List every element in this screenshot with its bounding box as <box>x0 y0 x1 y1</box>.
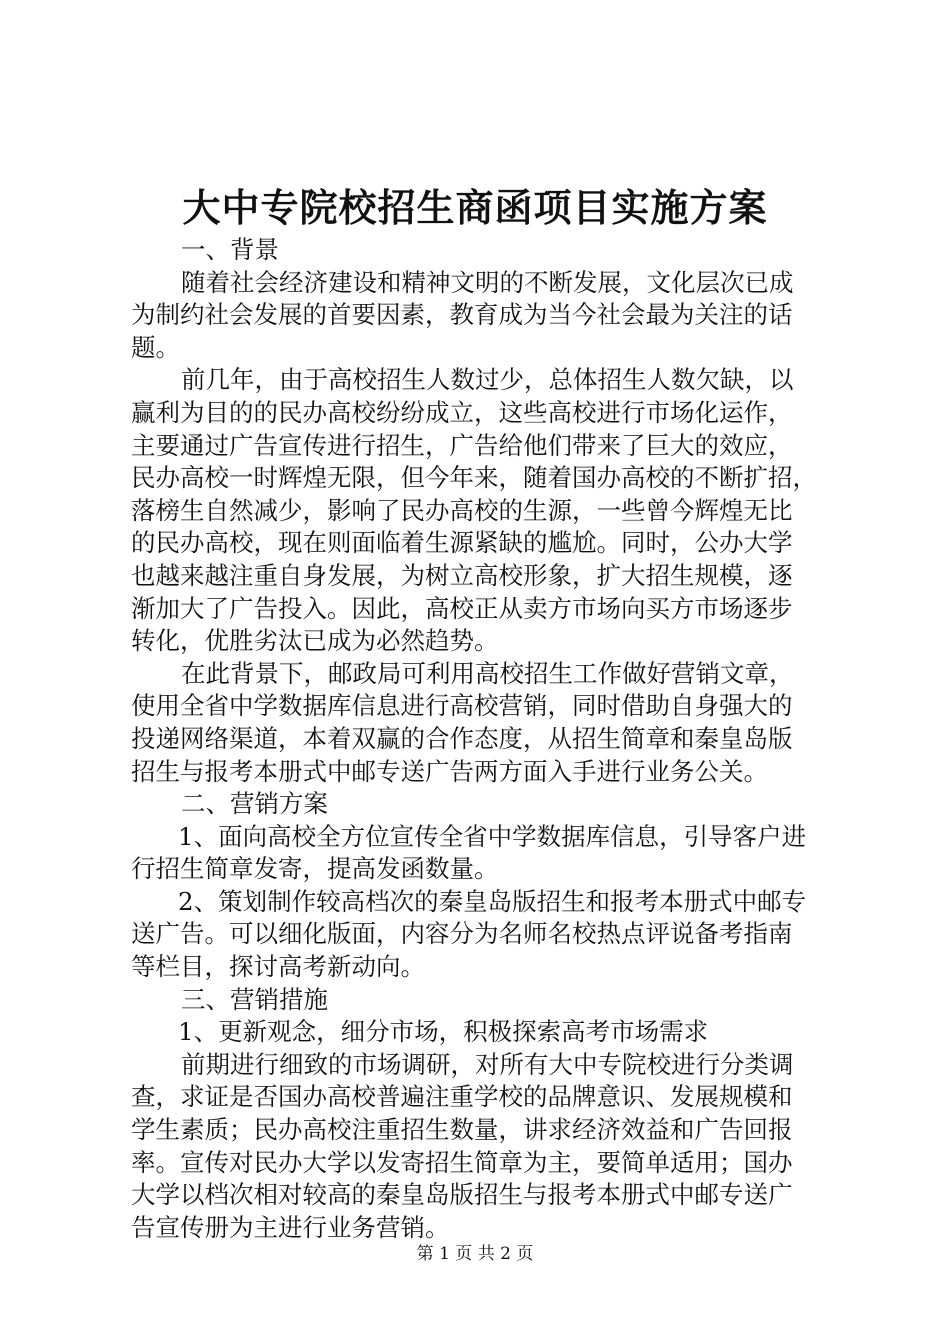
body-line: 查，求证是否国办高校普遍注重学校的品牌意识、发展规模和 <box>131 1082 793 1112</box>
body-line: 学生素质；民办高校注重招生数量，讲求经济效益和广告回报 <box>131 1115 793 1145</box>
body-line: 使用全省中学数据库信息进行高校营销，同时借助自身强大的 <box>131 691 793 721</box>
document-title: 大中专院校招生商函项目实施方案 <box>182 185 768 230</box>
body-line: 民办高校一时辉煌无限，但今年来，随着国办高校的不断扩招， <box>131 463 817 493</box>
body-line: 赢利为目的的民办高校纷纷成立，这些高校进行市场化运作， <box>131 397 793 427</box>
body-line: 为制约社会发展的首要因素，教育成为当今社会最为关注的话 <box>131 300 793 330</box>
body-line: 主要通过广告宣传进行招生，广告给他们带来了巨大的效应， <box>131 430 793 460</box>
document-body <box>131 234 831 1244</box>
body-line: 转化，优胜劣汰已成为必然趋势。 <box>131 626 499 656</box>
body-line: 大学以档次相对较高的秦皇岛版招生与报考本册式中邮专送广 <box>131 1180 793 1210</box>
body-line: 投递网络渠道，本着双赢的合作态度，从招生简章和秦皇岛版 <box>131 723 793 753</box>
body-line: 前期进行细致的市场调研，对所有大中专院校进行分类调 <box>181 1049 794 1079</box>
body-line: 随着社会经济建设和精神文明的不断发展，文化层次已成 <box>181 267 794 297</box>
body-line: 1、面向高校全方位宣传全省中学数据库信息，引导客户进 <box>178 821 807 851</box>
body-line: 行招生简章发寄，提高发函数量。 <box>131 854 499 884</box>
body-line: 也越来越注重自身发展，为树立高校形象，扩大招生规模，逐 <box>131 560 793 590</box>
body-line: 渐加大了广告投入。因此，高校正从卖方市场向买方市场逐步 <box>131 593 793 623</box>
body-line: 1、更新观念，细分市场，积极探索高考市场需求 <box>178 1017 709 1047</box>
body-line: 一、背景 <box>181 235 279 264</box>
body-line: 2、策划制作较高档次的秦皇岛版招生和报考本册式中邮专 <box>178 886 807 916</box>
body-line: 题。 <box>131 332 180 362</box>
body-line: 等栏目，探讨高考新动向。 <box>131 952 425 982</box>
body-line: 二、营销方案 <box>181 789 328 819</box>
body-line: 在此背景下，邮政局可利用高校招生工作做好营销文章， <box>181 658 794 688</box>
body-line: 率。宣传对民办大学以发寄招生简章为主，要简单适用；国办 <box>131 1147 793 1177</box>
body-line: 告宣传册为主进行业务营销。 <box>131 1212 450 1242</box>
page-number-footer: 第 1 页 共 2 页 <box>416 1244 534 1264</box>
body-line: 的民办高校，现在则面临着生源紧缺的尴尬。同时，公办大学 <box>131 528 793 558</box>
body-line: 落榜生自然减少，影响了民办高校的生源，一些曾今辉煌无比 <box>131 495 793 525</box>
body-line: 前几年，由于高校招生人数过少，总体招生人数欠缺，以 <box>181 365 794 395</box>
body-line: 招生与报考本册式中邮专送广告两方面入手进行业务公关。 <box>131 756 768 786</box>
body-line: 送广告。可以细化版面，内容分为名师名校热点评说备考指南 <box>131 919 793 949</box>
body-line: 三、营销措施 <box>181 984 328 1014</box>
